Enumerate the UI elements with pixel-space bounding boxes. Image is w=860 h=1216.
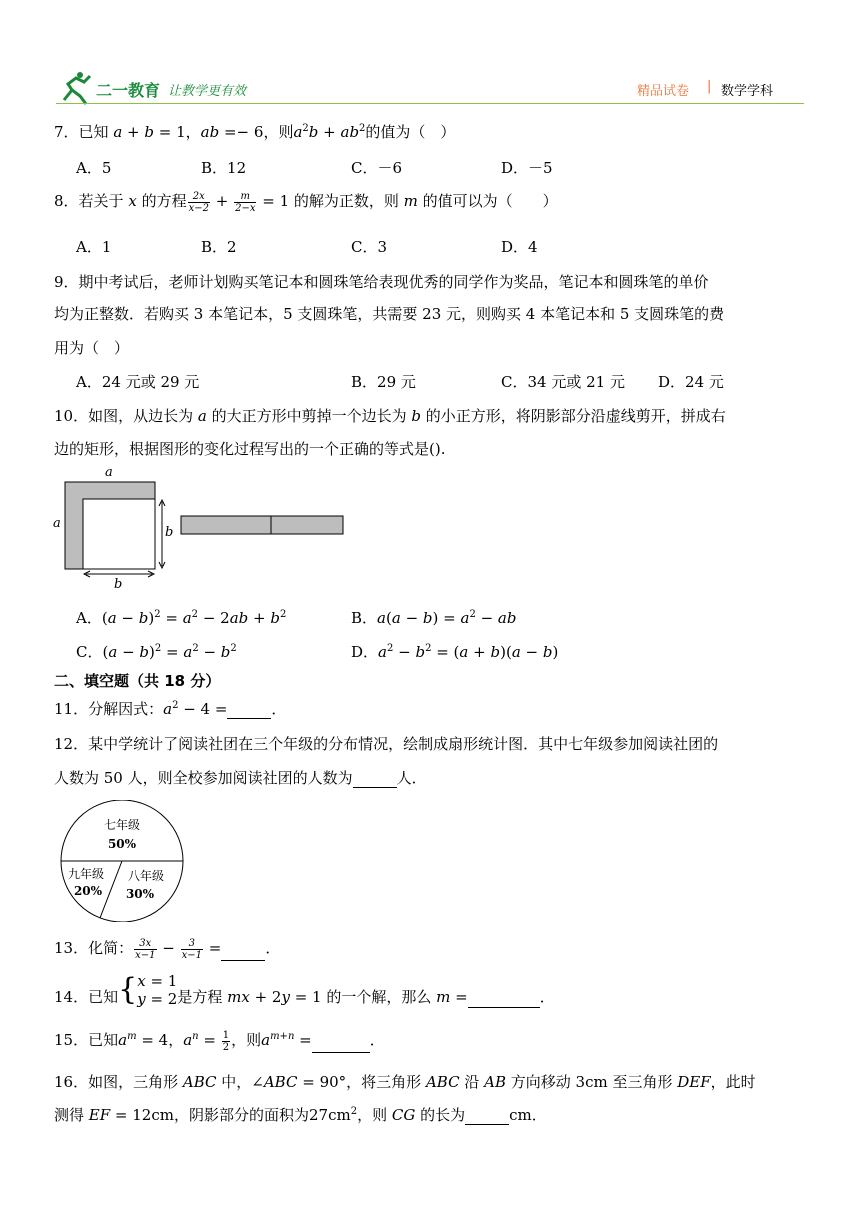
q9-option-c: C．34 元或 21 元 — [501, 373, 625, 391]
q9-line-3: 用为（ ） — [54, 339, 130, 357]
pie-label-grade9: 九年级 — [67, 867, 105, 881]
runner-logo-icon — [56, 70, 96, 106]
q9-option-a: A．24 元或 29 元 — [76, 373, 200, 391]
q7-option-d: D．－5 — [501, 159, 553, 177]
header-label-subject: 数学学科 — [721, 84, 774, 99]
header-divider: | — [707, 79, 712, 94]
question-7: 7．已知 a + b = 1，ab =− 6，则$a^2b + ab^2$的值为（ ） — [54, 123, 456, 141]
q12-pie-chart — [56, 800, 188, 922]
q10-option-d: D．$a^2 - b^2 = (a + b)(a - b)$ — [351, 643, 559, 661]
q12-line-1: 12．某中学统计了阅读社团在三个年级的分布情况，绘制成扇形统计图．其中七年级参加阅读社团的 — [54, 735, 719, 753]
pie-label-grade7: 七年级 — [103, 818, 141, 832]
pie-pct-grade8: 30% — [125, 887, 155, 901]
q8-option-a: A．1 — [76, 238, 112, 256]
fig-label-a-top: a — [105, 465, 113, 480]
question-8: 8．若关于 x 的方程 $\frac{2x}{x-2}$ + $\frac{m}{2-x}$ = 1 的解为正数，则 m 的值可以为（ ） — [54, 190, 558, 214]
q7-option-b: B．12 — [201, 159, 247, 177]
q10-option-c: C．$(a - b)^2 = a^2 - b^2$ — [76, 643, 237, 661]
fig-label-b-right: b — [165, 525, 174, 540]
fig-label-b-bottom: b — [114, 577, 123, 592]
q10-option-b: B．$a(a - b) = a^2$ − ab — [351, 609, 517, 627]
q8-option-d: D．4 — [501, 238, 538, 256]
q7-option-c: C．－6 — [351, 159, 403, 177]
q10-option-a: A．$(a - b)^2 = a^2 - 2ab + b^2$ — [76, 609, 287, 627]
question-13: 13．化简： $\frac{3x}{x-1}$ − $\frac{3}{x-1}$ = ． — [54, 937, 281, 961]
section-2-title: 二、填空题（共 18 分） — [54, 672, 221, 690]
q9-line-1: 9．期中考试后，老师计划购买笔记本和圆珠笔给表现优秀的同学作为奖品，笔记本和圆珠笔的单价 — [54, 273, 709, 291]
fig-label-a-left: a — [53, 516, 61, 531]
logo-text: 二一教育 — [96, 81, 161, 100]
q12-line-2: 人数为 50 人，则全校参加阅读社团的人数为 人． — [54, 769, 427, 787]
q10-line-2: 边的矩形，根据图形的变化过程写出的一个正确的等式是(). — [54, 440, 446, 458]
question-14: 14．已知{x = 1 y = 2是方程 mx + 2y = 1 的一个解，那么 m = ． — [54, 972, 555, 1008]
q16-line-2: 测得 EF = 12cm，阴影部分的面积为$27cm^2$，则 CG 的长为 cm． — [54, 1106, 547, 1124]
header-label-premium: 精品试卷 — [637, 84, 690, 99]
q10-figure — [50, 462, 350, 592]
q16-line-1: 16．如图，三角形 ABC 中，∠ABC = 90°，将三角形 ABC 沿 AB 方向移动 3cm 至三角形 DEF，此时 — [54, 1073, 756, 1091]
header-rule — [56, 103, 804, 104]
q9-option-b: B．29 元 — [351, 373, 416, 391]
pie-label-grade8: 八年级 — [127, 869, 165, 883]
q8-option-b: B．2 — [201, 238, 237, 256]
q7-option-a: A．5 — [76, 159, 112, 177]
header-slogan: 让教学更有效 — [168, 84, 247, 99]
pie-pct-grade9: 20% — [73, 884, 103, 898]
question-15: 15．已知$a^m = 4$，$a^n$ = $\frac{1}{2}$ ，则$a^{m+n}$ = ． — [54, 1029, 385, 1053]
q10-line-1: 10．如图，从边长为 a 的大正方形中剪掉一个边长为 b 的小正方形，将阴影部分沿虚线剪开，拼成右 — [54, 407, 726, 425]
pie-pct-grade7: 50% — [107, 837, 137, 851]
q9-line-2: 均为正整数．若购买 3 本笔记本，5 支圆珠笔，共需要 23 元，则购买 4 本笔记本和 5 支圆珠笔的费 — [54, 305, 725, 323]
q9-option-d: D．24 元 — [658, 373, 724, 391]
q8-option-c: C．3 — [351, 238, 388, 256]
question-11: 11．分解因式：$a^2 - 4$ = ． — [54, 700, 287, 718]
